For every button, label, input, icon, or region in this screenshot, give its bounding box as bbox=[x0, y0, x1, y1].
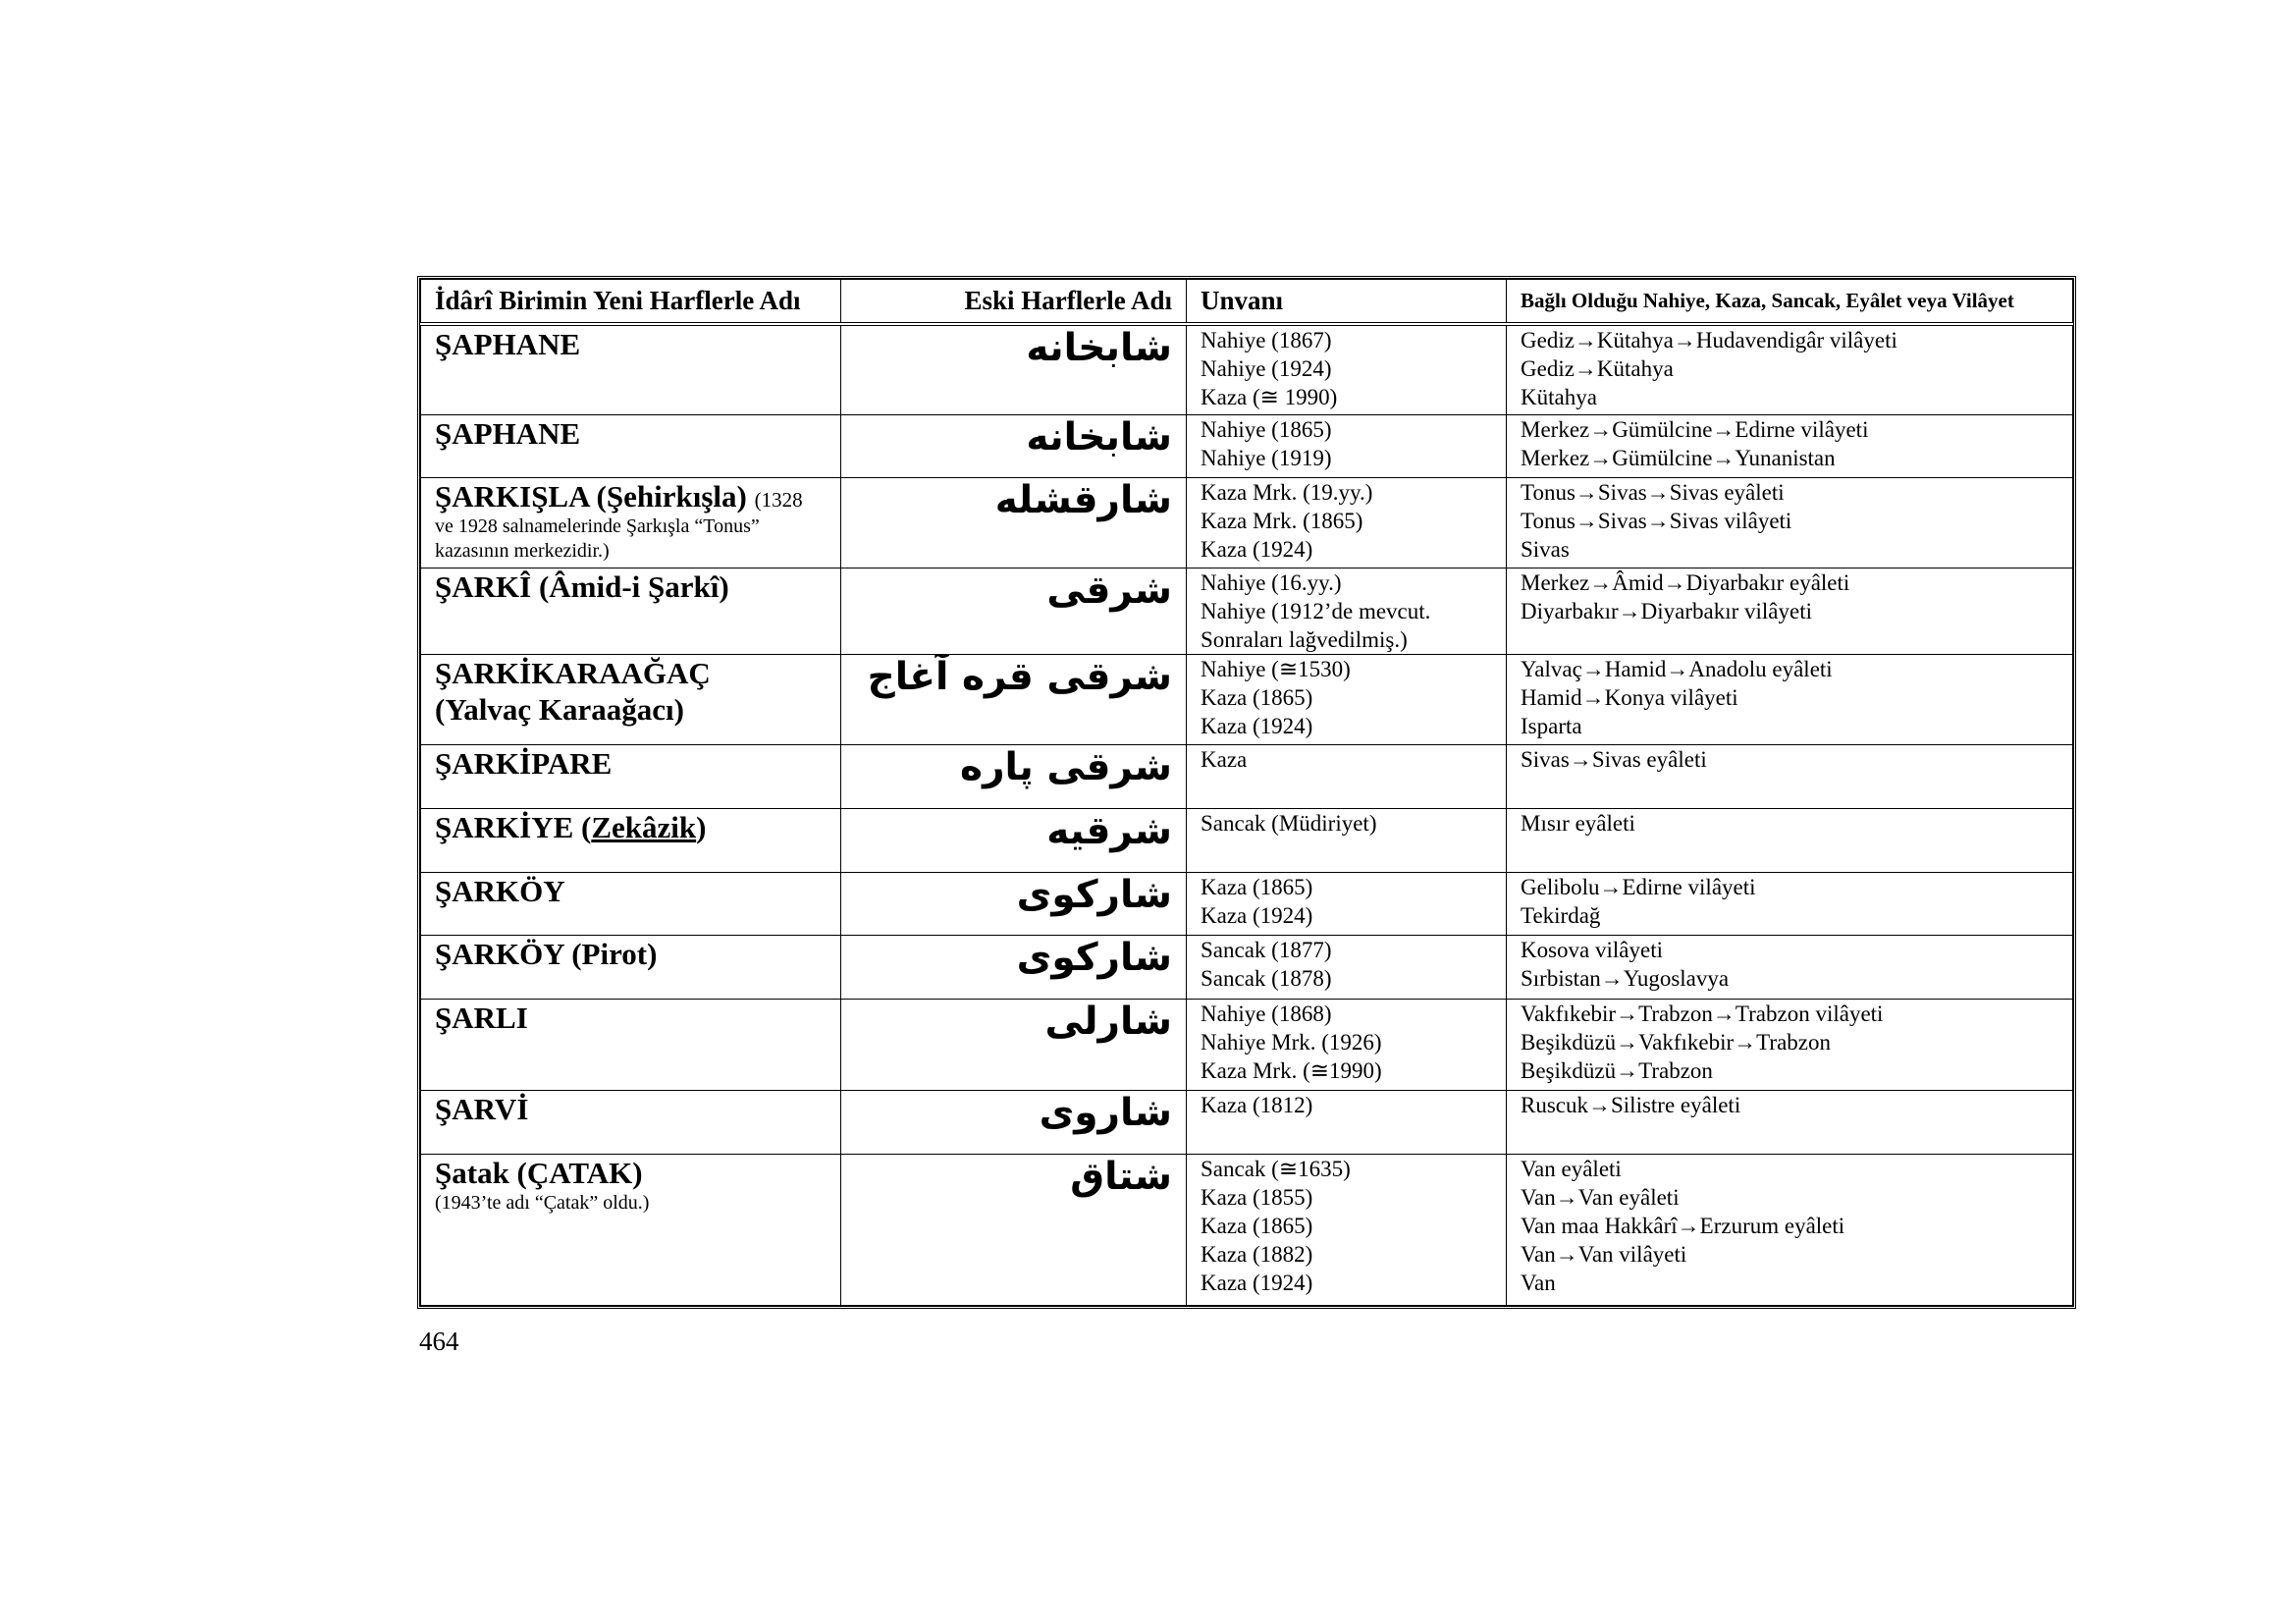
title-line: Kaza (1924) bbox=[1201, 714, 1313, 738]
title-line: Kaza (1924) bbox=[1201, 537, 1313, 562]
title-line: Kaza (1924) bbox=[1201, 1271, 1313, 1295]
unit-name: ŞARVİ bbox=[435, 1092, 529, 1126]
affiliation-line: Tonus→Sivas→Sivas eyâleti bbox=[1521, 480, 1785, 505]
affiliation-cell bbox=[1507, 809, 2073, 873]
table-row bbox=[421, 478, 2073, 568]
affiliation-cell bbox=[1507, 324, 2073, 415]
ottoman-name: شارقشله bbox=[841, 478, 1187, 568]
affiliation-cell bbox=[1507, 745, 2073, 809]
title-line: Kaza (1924) bbox=[1201, 903, 1313, 928]
title-cell bbox=[1187, 936, 1507, 1000]
affiliation-line: Van eyâleti bbox=[1521, 1157, 1622, 1181]
affiliation-line: Van maa Hakkârî→Erzurum eyâleti bbox=[1521, 1214, 1845, 1238]
table-row bbox=[421, 936, 2073, 1000]
unit-name-cell bbox=[421, 415, 841, 478]
affiliation-line: Isparta bbox=[1521, 714, 1582, 738]
title-line: Kaza (1865) bbox=[1201, 1214, 1313, 1238]
table-row bbox=[421, 655, 2073, 745]
ottoman-name: شتاق bbox=[841, 1155, 1187, 1306]
title-cell bbox=[1187, 745, 1507, 809]
title-line: Nahiye (1868) bbox=[1201, 1001, 1332, 1026]
unit-name-cell bbox=[421, 1091, 841, 1155]
table-header-row bbox=[421, 280, 2073, 324]
title-line: Nahiye (≅1530) bbox=[1201, 657, 1351, 681]
affiliation-line: Mısır eyâleti bbox=[1521, 811, 1635, 836]
ottoman-name: شاروى bbox=[841, 1091, 1187, 1155]
affiliation-line: Diyarbakır→Diyarbakır vilâyeti bbox=[1521, 599, 1812, 623]
unit-note: (1943’te adı “Çatak” oldu.) bbox=[435, 1192, 650, 1215]
title-line: Nahiye Mrk. (1926) bbox=[1201, 1030, 1382, 1055]
title-line: Kaza (1855) bbox=[1201, 1185, 1313, 1210]
title-cell bbox=[1187, 655, 1507, 745]
header-affiliation: Bağlı Olduğu Nahiye, Kaza, Sancak, Eyâlet veya Vilâyet bbox=[1507, 280, 2073, 324]
affiliation-line: Gediz→Kütahya→Hudavendigâr vilâyeti bbox=[1521, 327, 1897, 352]
title-line: Kaza (1882) bbox=[1201, 1242, 1313, 1267]
affiliation-line: Tonus→Sivas→Sivas vilâyeti bbox=[1521, 509, 1792, 533]
ottoman-name: شاركوى bbox=[841, 936, 1187, 1000]
affiliation-line: Van bbox=[1521, 1271, 1556, 1295]
title-line: Nahiye (1919) bbox=[1201, 446, 1332, 470]
table-row bbox=[421, 745, 2073, 809]
unit-name: ŞARKİPARE bbox=[435, 746, 613, 781]
header-title: Unvanı bbox=[1187, 280, 1507, 324]
table-row bbox=[421, 568, 2073, 655]
title-line: Kaza Mrk. (19.yy.) bbox=[1201, 480, 1373, 505]
unit-name-cell bbox=[421, 936, 841, 1000]
title-line: Sancak (1877) bbox=[1201, 938, 1332, 962]
title-line: Kaza bbox=[1201, 747, 1248, 772]
title-cell bbox=[1187, 478, 1507, 568]
ottoman-name: شرقى قره آغاج bbox=[841, 655, 1187, 745]
title-line: Kaza Mrk. (1865) bbox=[1201, 509, 1363, 533]
unit-name: ŞARKÎ (Âmid-i Şarkî) bbox=[435, 569, 729, 604]
affiliation-cell bbox=[1507, 478, 2073, 568]
title-line: Nahiye (1865) bbox=[1201, 417, 1332, 442]
title-line: Nahiye (16.yy.) bbox=[1201, 570, 1342, 595]
table-row bbox=[421, 415, 2073, 478]
unit-name: Şatak (ÇATAK) bbox=[435, 1156, 643, 1190]
unit-name-suffix: ) bbox=[696, 810, 707, 844]
title-line: Kaza (≅ 1990) bbox=[1201, 384, 1338, 409]
title-cell bbox=[1187, 1091, 1507, 1155]
unit-name-cell bbox=[421, 324, 841, 415]
unit-name: ŞARKIŞLA (Şehirkışla) bbox=[435, 479, 747, 514]
unit-name-cell bbox=[421, 478, 841, 568]
page-number: 464 bbox=[419, 1326, 459, 1356]
affiliation-line: Beşikdüzü→Trabzon bbox=[1521, 1058, 1713, 1083]
affiliation-line: Sivas→Sivas eyâleti bbox=[1521, 747, 1707, 772]
unit-name-cell bbox=[421, 745, 841, 809]
title-cell bbox=[1187, 873, 1507, 936]
unit-name: ŞAPHANE bbox=[435, 326, 581, 361]
title-cell bbox=[1187, 809, 1507, 873]
unit-note: ve 1928 salnamelerinde Şarkışla “Tonus” kazasının merkezidir.) bbox=[435, 515, 760, 563]
unit-name-cell bbox=[421, 809, 841, 873]
title-line: Kaza Mrk. (≅1990) bbox=[1201, 1058, 1382, 1083]
affiliation-cell bbox=[1507, 1000, 2073, 1091]
affiliation-line: Gediz→Kütahya bbox=[1521, 355, 1674, 381]
ottoman-name: شرقى پاره bbox=[841, 745, 1187, 809]
header-new-name: İdârî Birimin Yeni Harflerle Adı bbox=[421, 280, 841, 324]
gazetteer-table-frame bbox=[417, 276, 2076, 1309]
title-line: Sonraları lağvedilmiş.) bbox=[1201, 627, 1408, 652]
unit-name bbox=[435, 809, 827, 845]
table-row bbox=[421, 809, 2073, 873]
affiliation-line: Ruscuk→Silistre eyâleti bbox=[1521, 1093, 1741, 1117]
title-line: Sancak (1878) bbox=[1201, 966, 1332, 991]
unit-name-line bbox=[435, 478, 827, 514]
affiliation-line: Sırbistan→Yugoslavya bbox=[1521, 966, 1730, 991]
unit-name: ŞARKİKARAAĞAÇ bbox=[435, 656, 711, 690]
affiliation-line: Kosova vilâyeti bbox=[1521, 938, 1663, 962]
unit-name: ŞARLI bbox=[435, 1001, 528, 1035]
ottoman-name: شرقيه bbox=[841, 809, 1187, 873]
unit-name-cell bbox=[421, 1155, 841, 1306]
affiliation-cell bbox=[1507, 936, 2073, 1000]
affiliation-line: Vakfıkebir→Trabzon→Trabzon vilâyeti bbox=[1521, 1001, 1884, 1026]
unit-name-cell bbox=[421, 568, 841, 655]
ottoman-name: شارلى bbox=[841, 1000, 1187, 1091]
title-cell bbox=[1187, 1000, 1507, 1091]
affiliation-line: Van→Van vilâyeti bbox=[1521, 1242, 1687, 1267]
title-cell bbox=[1187, 324, 1507, 415]
affiliation-cell bbox=[1507, 873, 2073, 936]
unit-name: ŞAPHANE bbox=[435, 416, 581, 451]
affiliation-line: Merkez→Âmid→Diyarbakır eyâleti bbox=[1521, 570, 1850, 595]
affiliation-cell bbox=[1507, 415, 2073, 478]
title-line: Nahiye (1867) bbox=[1201, 327, 1332, 352]
table-row bbox=[421, 1155, 2073, 1306]
affiliation-cell bbox=[1507, 655, 2073, 745]
affiliation-line: Van→Van eyâleti bbox=[1521, 1185, 1680, 1210]
affiliation-line: Beşikdüzü→Vakfıkebir→Trabzon bbox=[1521, 1030, 1831, 1055]
table-row bbox=[421, 873, 2073, 936]
ottoman-name: شرقى bbox=[841, 568, 1187, 655]
unit-name-prefix: ŞARKİYE ( bbox=[435, 810, 592, 844]
table-row bbox=[421, 1000, 2073, 1091]
affiliation-cell bbox=[1507, 568, 2073, 655]
title-line: Kaza (1865) bbox=[1201, 685, 1313, 710]
title-cell bbox=[1187, 415, 1507, 478]
unit-name: ŞARKÖY (Pirot) bbox=[435, 937, 658, 971]
table-row bbox=[421, 324, 2073, 415]
affiliation-line: Hamid→Konya vilâyeti bbox=[1521, 685, 1738, 710]
title-line: Kaza (1812) bbox=[1201, 1093, 1313, 1117]
header-old-name: Eski Harflerle Adı bbox=[841, 280, 1187, 324]
unit-note-inline: (1328 bbox=[754, 488, 803, 512]
title-line: Sancak (Müdiriyet) bbox=[1201, 811, 1377, 836]
affiliation-cell bbox=[1507, 1155, 2073, 1306]
gazetteer-table bbox=[420, 279, 2073, 1306]
affiliation-line: Yalvaç→Hamid→Anadolu eyâleti bbox=[1521, 657, 1833, 681]
unit-name-alt: (Yalvaç Karaağacı) bbox=[435, 692, 684, 728]
affiliation-line: Gelibolu→Edirne vilâyeti bbox=[1521, 875, 1756, 899]
title-line: Nahiye (1912’de mevcut. bbox=[1201, 599, 1431, 623]
title-cell bbox=[1187, 1155, 1507, 1306]
ottoman-name: شابخانه bbox=[841, 324, 1187, 415]
unit-name-underlined: Zekâzik bbox=[591, 810, 697, 844]
unit-name-cell bbox=[421, 1000, 841, 1091]
unit-name: ŞARKÖY bbox=[435, 874, 565, 908]
title-cell bbox=[1187, 568, 1507, 655]
affiliation-line: Tekirdağ bbox=[1521, 903, 1601, 928]
affiliation-line: Sivas bbox=[1521, 537, 1570, 562]
title-line: Kaza (1865) bbox=[1201, 875, 1313, 899]
affiliation-line: Merkez→Gümülcine→Yunanistan bbox=[1521, 446, 1836, 470]
affiliation-line: Kütahya bbox=[1521, 384, 1597, 409]
title-line: Sancak (≅1635) bbox=[1201, 1157, 1351, 1181]
unit-name-cell bbox=[421, 655, 841, 745]
table-row bbox=[421, 1091, 2073, 1155]
affiliation-cell bbox=[1507, 1091, 2073, 1155]
unit-name-cell bbox=[421, 873, 841, 936]
title-line: Nahiye (1924) bbox=[1201, 355, 1332, 381]
ottoman-name: شابخانه bbox=[841, 415, 1187, 478]
affiliation-line: Merkez→Gümülcine→Edirne vilâyeti bbox=[1521, 417, 1869, 442]
ottoman-name: شاركوى bbox=[841, 873, 1187, 936]
